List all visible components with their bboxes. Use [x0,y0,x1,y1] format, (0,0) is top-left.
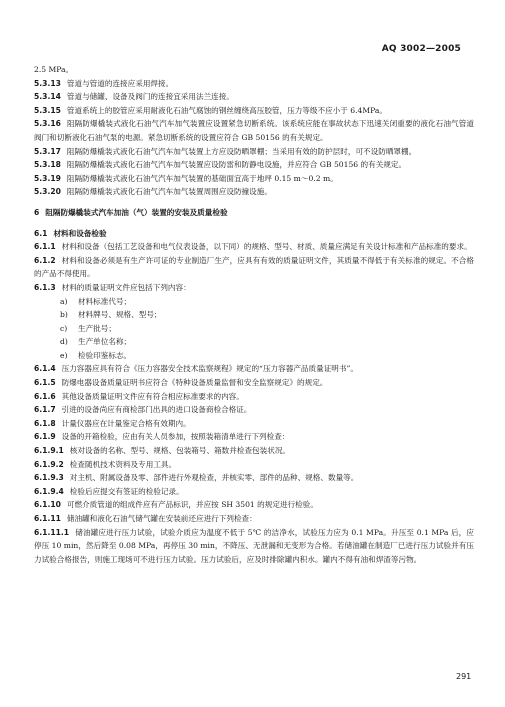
clause-text: 管道系统上的胶管应采用耐液化石油气腐蚀的钢丝缠绕高压胶管，压力等级不应小于 6.4MPa。 [66,105,388,115]
clause-number: 6.1.7 [34,405,56,415]
clause-6-1-11-1 [34,526,474,567]
clause-text: 材料和设备（包括工艺设备和电气仪表设备，以下同）的规格、型号、材质、质量应满足有关设计标准和产品标准的要求。 [61,242,472,252]
clause-text: 阻隔防爆橇装式液化石油气汽车加气装置的基础面宜高于地坪 0.15 m～0.2 m。 [66,173,338,183]
clause-6-1-2 [34,254,474,281]
clause-6-1-9-4 [34,485,474,499]
clause-text: 材料的质量证明文件应包括下列内容： [61,282,191,292]
clause-5-3-16 [34,117,474,144]
section-title: 阻隔防爆橇装式汽车加油（气）装置的安装及质量检验 [45,207,228,217]
section-heading-6 [34,206,474,220]
clause-number: 6.1.9.4 [34,486,64,496]
paragraph: 2.5 MPa。 [34,65,74,74]
clause-number: 5.3.13 [34,78,61,88]
clause-text: 检查随机技术资料及专用工具。 [69,459,177,469]
clause-text: 其他设备质量证明文件应有符合相应标准要求的内容。 [61,391,244,401]
clause-text: 核对设备的名称、型号、规格、包装箱号、箱数并检查包装状况。 [69,446,291,456]
clause-6-1-1 [34,240,474,254]
standard-code: AQ 3002—2005 [381,44,461,54]
clause-text: 管道与管道的连接应采用焊接。 [66,78,174,88]
section-title: 材料和设备检验 [53,228,107,238]
clause-number: 6.1.1 [34,242,56,252]
clause-text: 阻隔防爆橇装式液化石油气汽车加气装置应设防雷和防静电设施，并应符合 GB 50156 的有关规定。 [66,160,407,170]
clause-number: 5.3.19 [34,173,61,183]
clause-6-1-4 [34,362,474,376]
clause-text: 阻隔防爆橇装式液化石油气汽车加气装置周围应设防撞设施。 [66,187,272,197]
clause-5-3-15 [34,104,474,118]
list-item-text: 材料标准代号； [78,296,132,306]
list-marker: d) [60,337,68,347]
page-number: 291 [456,672,472,681]
clause-number: 5.3.15 [34,105,61,115]
clause-text: 防爆电器设备质量证明书应符合《特种设备质量监督和安全监察规定》的规定。 [61,378,328,388]
clause-text: 对主机、附属设备及零、部件进行外观检查，并核实零、部件的品种、规格、数量等。 [69,473,359,483]
clause-5-3-20 [34,185,474,199]
clause-number: 6.1.9 [34,432,56,442]
clause-text: 储油罐和液化石油气储气罐在安装前还应进行下列检查： [66,514,257,523]
clause-number: 6.1.9.1 [34,446,64,456]
list-item [34,322,474,336]
list-item [34,295,474,309]
clause-text: 管道与储罐、设备及阀门的连接宜采用法兰连接。 [66,92,234,102]
clause-number: 5.3.16 [34,119,61,129]
list-item [34,335,474,349]
clause-6-1-11 [34,512,474,526]
clause-number: 6.1.2 [34,255,56,265]
list-item-text: 检验印鉴标志。 [78,350,132,360]
list-item-text: 生产批号； [78,323,116,333]
document-body [34,63,474,566]
clause-number: 5.3.20 [34,187,61,197]
spacer [34,199,474,206]
clause-text: 压力容器应具有符合《压力容器安全技术监察规程》规定的“压力容器产品质量证明书”。 [61,364,358,374]
section-number: 6.1 [34,228,48,238]
clause-number: 6.1.3 [34,282,56,292]
clause-6-1-10 [34,498,474,512]
clause-6-1-3 [34,281,474,295]
clause-text: 检验后应提交有签证的检验记录。 [69,486,184,496]
clause-text: 材料和设备必须是有生产许可证的专业制造厂生产，应具有有效的质量证明文件，其质量不得低于有关标准的规定。不合格的产品不得使用。 [34,255,474,279]
clause-number: 6.1.5 [34,378,56,388]
clause-6-1-9-1 [34,444,474,458]
clause-number: 6.1.4 [34,364,56,374]
clause-6-1-9-2 [34,458,474,472]
list-marker: b) [60,310,68,320]
list-item-text: 生产单位名称； [78,337,132,347]
clause-text: 计量仪器应在计量鉴定合格有效期内。 [61,418,191,428]
list-item [34,308,474,322]
clause-text: 引进的设备尚应有商检部门出具的进口设备商检合格证。 [61,405,252,415]
list-item-text: 材料牌号、规格、型号； [78,310,162,320]
clause-6-1-9-3 [34,471,474,485]
list-marker: c) [60,323,68,333]
clause-6-1-9 [34,430,474,444]
clause-5-3-14 [34,90,474,104]
clause-text: 设备的开箱检验，应由有关人员参加，按照装箱清单进行下列检查： [61,432,290,442]
clause-text: 阻隔防爆橇装式液化石油气汽车加气装置上方应设防晒罩棚；当采用有效的防护层时，可不设防晒罩棚。 [66,146,417,156]
clause-5-3-19 [34,172,474,186]
clause-number: 5.3.18 [34,160,61,170]
clause-number: 6.1.9.2 [34,459,64,469]
clause-6-1-8 [34,417,474,431]
list-marker: e) [60,350,68,360]
clause-6-1-7 [34,403,474,417]
clause-5-3-13 [34,77,474,91]
clause-number: 6.1.10 [34,500,61,510]
clause-number: 6.1.8 [34,418,56,428]
clause-5-3-17 [34,145,474,159]
clause-text: 可燃介质管道的组成件应有产品标识，并应按 SH 3501 的规定进行检验。 [66,500,318,510]
list-item [34,349,474,363]
list-marker: a) [60,296,68,306]
clause-number: 6.1.11 [34,514,61,523]
section-number: 6 [34,207,40,217]
spacer [34,220,474,227]
clause-5-3-18 [34,158,474,172]
section-heading-6-1 [34,227,474,241]
clause-number: 5.3.14 [34,92,61,102]
clause-number: 6.1.9.3 [34,473,64,483]
clause-6-1-5 [34,376,474,390]
clause-number: 6.1.6 [34,391,56,401]
clause-6-1-6 [34,390,474,404]
clause-number: 5.3.17 [34,146,61,156]
clause-text: 储油罐应进行压力试验，试验介质应为温度不低于 5℃ 的洁净水，试验压力应为 0.1 MPa。升压至 0.1 MPa 后，应停压 10 min，然后降至 0.08 MPa，再停压 30 min，不降压、无泄漏和无变形为合格。若储油罐在制造厂已进行压力试验并有压力试验合格报告，则施工现场可不进行压力试验。压力试验后，应及时排除罐内积水。罐内不得有油和焊渣等污物。 [34,527,474,564]
clause-text: 阻隔防爆橇装式液化石油气汽车加气装置应设置紧急切断系统。该系统应能在事故状态下迅速关闭重要的液化石油气管道阀门和切断液化石油气泵的电源。紧急切断系统的设置应符合 GB 50156 的有关规定。 [34,119,474,142]
clause-number: 6.1.11.1 [34,527,70,537]
